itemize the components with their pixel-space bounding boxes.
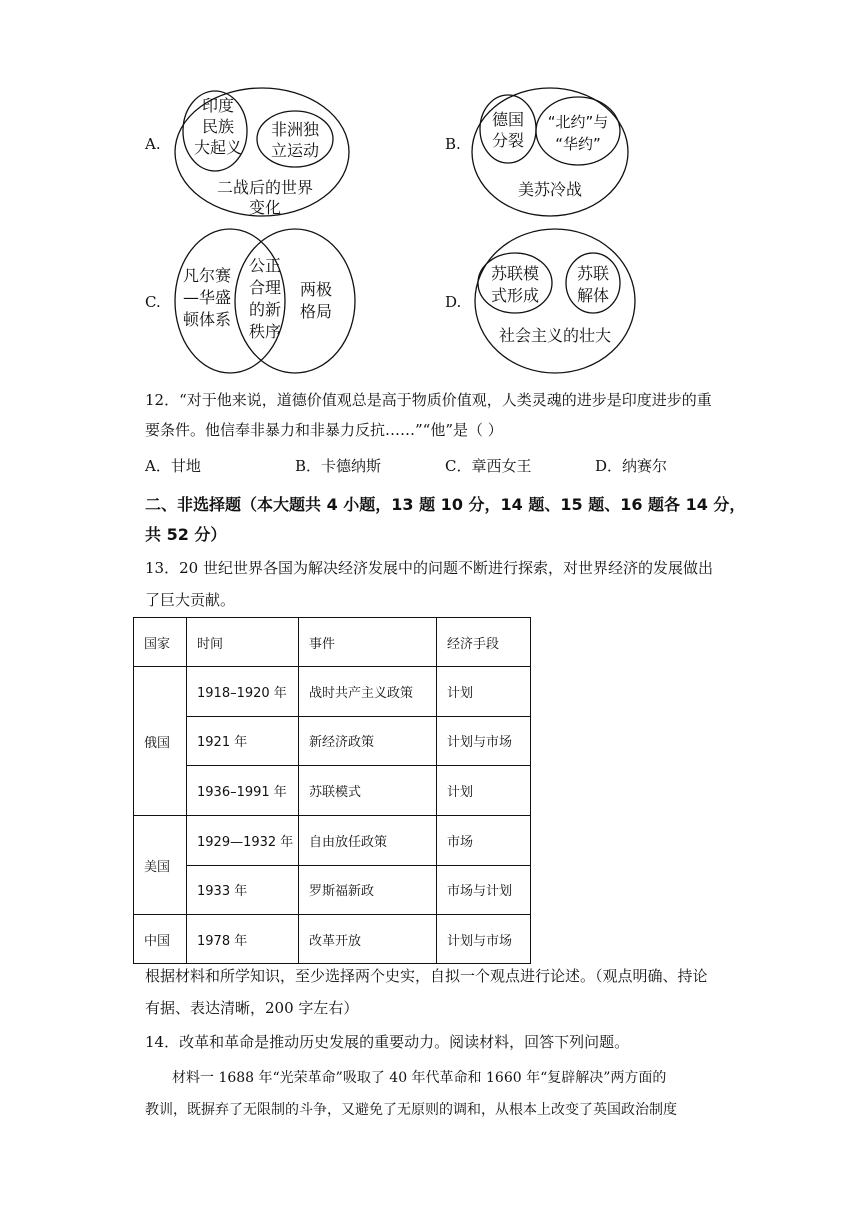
means-cell: 市场与计划 <box>437 865 531 915</box>
c-mid-1: 公正 <box>248 256 282 275</box>
means-cell: 计划 <box>437 667 531 717</box>
c-left-3: 顿体系 <box>182 310 232 329</box>
event-cell: 罗斯福新政 <box>299 865 437 915</box>
option-b-diagram <box>470 83 640 223</box>
table-row <box>134 766 531 816</box>
c-mid-2: 合理 <box>248 278 282 297</box>
time-cell: 1918–1920 年 <box>187 667 299 717</box>
a-left-2: 民族 <box>201 117 235 136</box>
b-left-1: 德国 <box>491 110 525 129</box>
event-cell: 苏联模式 <box>299 766 437 816</box>
means-cell: 计划与市场 <box>437 915 531 964</box>
c-mid-4: 秩序 <box>248 322 282 341</box>
d-right-2: 解体 <box>576 286 610 305</box>
q12-choice-d: D．纳赛尔 <box>595 457 668 475</box>
d-right-1: 苏联 <box>576 264 610 283</box>
b-left-2: 分裂 <box>491 131 525 150</box>
time-cell: 1921 年 <box>187 716 299 766</box>
section-heading-line1: 二、非选择题（本大题共 4 小题，13 题 10 分，14 题、15 题、16 题各 14 分， <box>145 495 746 514</box>
c-left-1: 凡尔赛 <box>182 266 232 285</box>
event-cell: 新经济政策 <box>299 716 437 766</box>
c-mid-3: 的新 <box>248 300 282 319</box>
q13-line2: 了巨大贡献。 <box>145 591 236 609</box>
q14-line1: 14．改革和革命是推动历史发展的重要动力。阅读材料，回答下列问题。 <box>145 1033 630 1051</box>
q14-material1-line2: 教训，既摒弃了无限制的斗争，又避免了无原则的调和，从根本上改变了英国政治制度 <box>145 1102 677 1118</box>
header-time: 时间 <box>187 618 299 667</box>
q12-line1: 12．“对于他来说，道德价值观总是高于物质价值观，人类灵魂的进步是印度进步的重 <box>145 391 712 409</box>
country-cell: 俄国 <box>134 667 187 816</box>
a-outer-2: 变化 <box>248 198 282 217</box>
means-cell: 计划 <box>437 766 531 816</box>
header-country: 国家 <box>134 618 187 667</box>
option-a-letter: A. <box>145 135 161 153</box>
option-b-letter: B. <box>445 135 461 153</box>
a-right-1: 非洲独 <box>270 120 320 139</box>
time-cell: 1933 年 <box>187 865 299 915</box>
option-d-diagram <box>470 225 640 380</box>
country-cell: 美国 <box>134 816 187 915</box>
a-right-2: 立运动 <box>270 141 320 160</box>
d-left-2: 式形成 <box>490 286 540 305</box>
d-left-1: 苏联模 <box>490 264 540 283</box>
inner-circle-left <box>480 95 536 163</box>
c-left-2: —华盛 <box>182 288 232 307</box>
option-c-diagram <box>170 225 360 380</box>
table-header-row <box>134 618 531 667</box>
c-right-2: 格局 <box>299 302 333 321</box>
q13-after-line1: 根据材料和所学知识，至少选择两个史实，自拟一个观点进行论述。（观点明确、持论 <box>145 967 708 985</box>
q13-after-line2: 有据、表达清晰，200 字左右） <box>145 999 359 1017</box>
header-means: 经济手段 <box>437 618 531 667</box>
event-cell: 自由放任政策 <box>299 816 437 866</box>
q14-material1-line1: 材料一 1688 年“光荣革命”吸取了 40 年代革命和 1660 年“复辟解决”两方面的 <box>172 1070 667 1086</box>
option-d-letter: D. <box>445 293 462 311</box>
a-outer-1: 二战后的世界 <box>216 178 314 197</box>
header-event: 事件 <box>299 618 437 667</box>
q13-line1: 13．20 世纪世界各国为解决经济发展中的问题不断进行探索，对世界经济的发展做出 <box>145 559 713 577</box>
event-cell: 战时共产主义政策 <box>299 667 437 717</box>
option-a-diagram <box>170 83 360 223</box>
b-right-2: “华约” <box>555 135 601 153</box>
d-outer-1: 社会主义的壮大 <box>498 326 612 345</box>
q12-line2: 要条件。他信奉非暴力和非暴力反抗……”“他”是（ ） <box>145 421 503 439</box>
a-left-1: 印度 <box>201 96 235 115</box>
inner-circle-right <box>536 97 620 165</box>
b-outer-1: 美苏冷战 <box>517 180 583 199</box>
table-row <box>134 716 531 766</box>
means-cell: 市场 <box>437 816 531 866</box>
table-row <box>134 915 531 964</box>
time-cell: 1978 年 <box>187 915 299 964</box>
event-cell: 改革开放 <box>299 915 437 964</box>
b-right-1: “北约”与 <box>547 113 609 131</box>
q12-choice-a: A．甘地 <box>145 457 201 475</box>
table-row <box>134 865 531 915</box>
q12-choice-c: C．章西女王 <box>445 457 532 475</box>
q12-choice-b: B．卡德纳斯 <box>295 457 382 475</box>
means-cell: 计划与市场 <box>437 716 531 766</box>
table-row <box>134 816 531 866</box>
c-right-1: 两极 <box>299 280 333 299</box>
a-left-3: 大起义 <box>193 138 243 157</box>
time-cell: 1929—1932 年 <box>187 816 299 866</box>
time-cell: 1936–1991 年 <box>187 766 299 816</box>
country-cell: 中国 <box>134 915 187 964</box>
table-row <box>134 667 531 717</box>
section-heading-line2: 共 52 分） <box>145 525 227 544</box>
option-c-letter: C. <box>145 293 161 311</box>
economy-table <box>133 617 531 964</box>
